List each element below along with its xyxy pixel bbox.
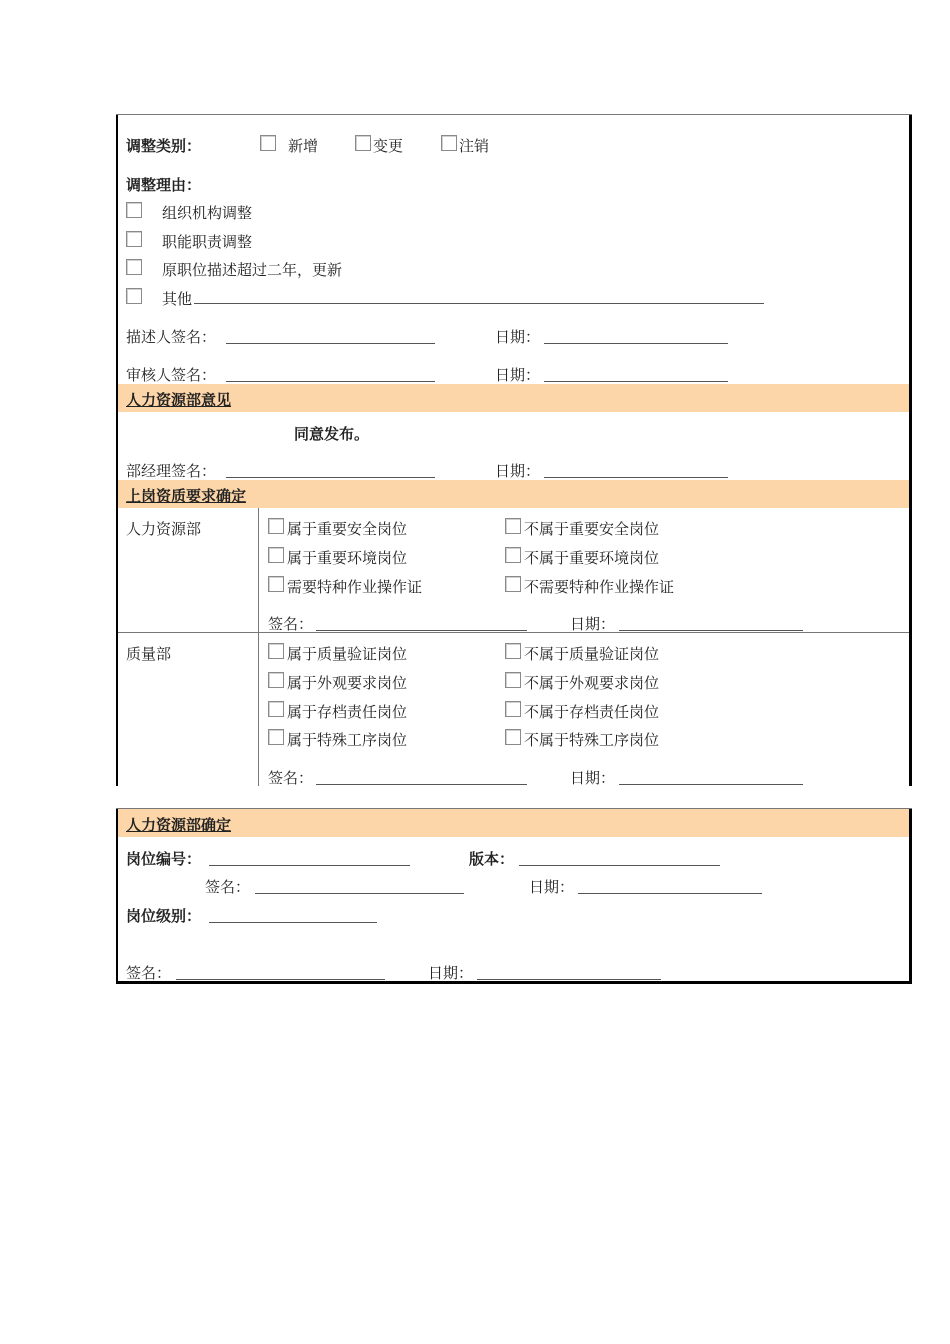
hr-right-checkbox-1[interactable] [505, 518, 521, 534]
hr-sign-label: 签名： [268, 615, 314, 633]
type-new-label: 新增 [288, 137, 319, 155]
hr-left-label-3: 需要特种作业操作证 [287, 578, 423, 596]
quality-left-label-4: 属于特殊工序岗位 [287, 731, 408, 749]
reason-other-checkbox[interactable] [126, 288, 142, 304]
hr-confirm-title: 人力资源部确定 [126, 816, 232, 834]
quality-sign-line[interactable] [316, 784, 527, 785]
qualification-column-divider [258, 508, 259, 786]
type-cancel-label: 注销 [459, 137, 490, 155]
reason-update-label: 原职位描述超过二年，更新 [162, 261, 343, 279]
hr-opinion-text: 同意发布。 [294, 425, 370, 443]
hr-right-checkbox-2[interactable] [505, 547, 521, 563]
bottom-date-label: 日期： [428, 964, 474, 982]
hr-date-line[interactable] [619, 630, 803, 631]
reason-update-checkbox[interactable] [126, 259, 142, 275]
quality-left-label-3: 属于存档责任岗位 [287, 703, 408, 721]
qualification-title: 上岗资质要求确定 [126, 487, 247, 505]
bottom-date-line[interactable] [477, 979, 661, 980]
describer-sign-line[interactable] [226, 343, 435, 344]
describer-date-line[interactable] [544, 343, 728, 344]
qualification-row-divider [118, 632, 909, 633]
quality-left-checkbox-2[interactable] [268, 672, 284, 688]
reason-duty-label: 职能职责调整 [162, 233, 253, 251]
quality-left-checkbox-3[interactable] [268, 701, 284, 717]
bottom-sign-line[interactable] [176, 979, 385, 980]
reviewer-sign-line[interactable] [226, 381, 435, 382]
qual-hr-dept-label: 人力资源部 [126, 520, 202, 538]
hr-left-label-2: 属于重要环境岗位 [287, 549, 408, 567]
quality-left-label-1: 属于质量验证岗位 [287, 645, 408, 663]
quality-right-checkbox-1[interactable] [505, 643, 521, 659]
post-level-line[interactable] [209, 922, 377, 923]
type-change-label: 变更 [373, 137, 404, 155]
quality-date-label: 日期： [570, 769, 616, 787]
hr-right-checkbox-3[interactable] [505, 576, 521, 592]
reason-other-line[interactable] [194, 303, 764, 304]
quality-left-label-2: 属于外观要求岗位 [287, 674, 408, 692]
reason-org-label: 组织机构调整 [162, 204, 253, 222]
hr-right-label-2: 不属于重要环境岗位 [524, 549, 660, 567]
confirm-date-line[interactable] [578, 893, 762, 894]
confirm-sign-label: 签名： [205, 878, 251, 896]
qualification-header [118, 480, 909, 508]
quality-right-label-3: 不属于存档责任岗位 [524, 703, 660, 721]
confirm-sign-line[interactable] [255, 893, 464, 894]
post-no-line[interactable] [209, 865, 410, 866]
type-new-checkbox[interactable] [260, 135, 276, 151]
quality-sign-label: 签名： [268, 769, 314, 787]
version-line[interactable] [519, 865, 720, 866]
type-change-checkbox[interactable] [355, 135, 371, 151]
reviewer-date-line[interactable] [544, 381, 728, 382]
hr-date-label: 日期： [570, 615, 616, 633]
hr-right-label-1: 不属于重要安全岗位 [524, 520, 660, 538]
hr-left-label-1: 属于重要安全岗位 [287, 520, 408, 538]
bottom-sign-label: 签名： [126, 964, 172, 982]
quality-date-line[interactable] [619, 784, 803, 785]
post-level-label: 岗位级别： [126, 907, 202, 925]
quality-right-checkbox-4[interactable] [505, 729, 521, 745]
version-label: 版本： [469, 850, 515, 868]
quality-right-checkbox-3[interactable] [505, 701, 521, 717]
reason-duty-checkbox[interactable] [126, 231, 142, 247]
manager-date-label: 日期： [495, 462, 541, 480]
quality-right-label-2: 不属于外观要求岗位 [524, 674, 660, 692]
qual-quality-dept-label: 质量部 [126, 645, 172, 663]
adjust-type-label: 调整类别： [126, 137, 202, 155]
quality-right-label-4: 不属于特殊工序岗位 [524, 731, 660, 749]
reason-org-checkbox[interactable] [126, 202, 142, 218]
describer-sign-label: 描述人签名： [126, 328, 217, 346]
quality-right-label-1: 不属于质量验证岗位 [524, 645, 660, 663]
hr-confirm-header [118, 809, 909, 837]
hr-left-checkbox-3[interactable] [268, 576, 284, 592]
hr-opinion-title: 人力资源部意见 [126, 391, 232, 409]
manager-sign-label: 部经理签名： [126, 462, 217, 480]
manager-sign-line[interactable] [226, 477, 435, 478]
manager-date-line[interactable] [544, 477, 728, 478]
reviewer-date-label: 日期： [495, 366, 541, 384]
quality-left-checkbox-1[interactable] [268, 643, 284, 659]
post-no-label: 岗位编号： [126, 850, 202, 868]
reviewer-sign-label: 审核人签名： [126, 366, 217, 384]
confirm-date-label: 日期： [529, 878, 575, 896]
quality-right-checkbox-2[interactable] [505, 672, 521, 688]
top-border [116, 114, 912, 115]
hr-left-checkbox-2[interactable] [268, 547, 284, 563]
hr-sign-line[interactable] [316, 630, 527, 631]
hr-right-label-3: 不需要特种作业操作证 [524, 578, 675, 596]
hr-opinion-header [118, 384, 909, 412]
quality-left-checkbox-4[interactable] [268, 729, 284, 745]
hr-left-checkbox-1[interactable] [268, 518, 284, 534]
describer-date-label: 日期： [495, 328, 541, 346]
type-cancel-checkbox[interactable] [441, 135, 457, 151]
adjust-reason-label: 调整理由： [126, 176, 202, 194]
reason-other-label: 其他 [162, 290, 193, 308]
